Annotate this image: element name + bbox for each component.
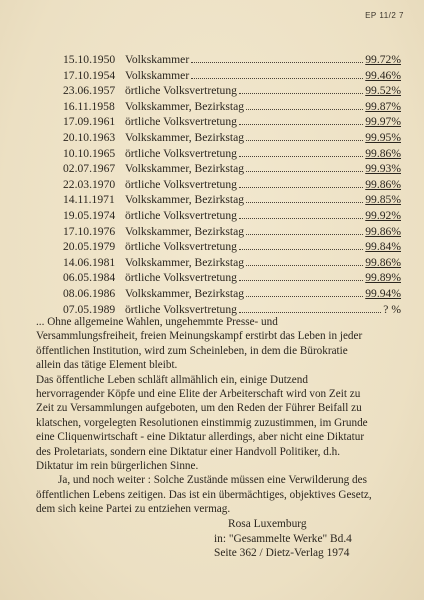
- leader-dots: [191, 62, 363, 63]
- election-row: [63, 68, 401, 84]
- election-date: 22.03.1970: [63, 177, 116, 191]
- election-body-label: Volkskammer, Bezirkstag: [125, 255, 245, 269]
- election-body: [125, 270, 365, 286]
- election-body: [125, 52, 365, 68]
- leader-dots: [239, 312, 381, 313]
- election-percent: 99.94%: [365, 286, 401, 300]
- election-percent: 99.93%: [365, 162, 401, 176]
- election-body-label: örtliche Volksvertretung: [125, 208, 237, 222]
- election-body: [125, 99, 365, 115]
- election-percent: 99.85%: [365, 193, 401, 207]
- election-percent: 99.95%: [365, 130, 401, 144]
- source-reference: in: "Gesammelte Werke" Bd.4: [214, 532, 352, 545]
- election-date: 14.06.1981: [63, 255, 116, 269]
- election-date: 17.10.1976: [63, 224, 116, 238]
- election-row: [63, 99, 401, 115]
- page-code: EP 11/2 7: [365, 11, 404, 20]
- election-row: [63, 83, 401, 99]
- election-percent: 99.89%: [365, 271, 401, 285]
- quote-line: Diktatur im rein bürgerlichen Sinne.: [36, 460, 199, 473]
- election-row: [63, 208, 401, 224]
- election-row: [63, 270, 401, 286]
- election-row: [63, 224, 401, 240]
- leader-dots: [239, 249, 363, 250]
- election-date: 16.11.1958: [63, 99, 115, 113]
- election-percent: 99.86%: [365, 177, 401, 191]
- election-body-label: örtliche Volksvertretung: [125, 146, 237, 160]
- election-percent: 99.86%: [365, 224, 401, 238]
- election-percent: 99.86%: [365, 255, 401, 269]
- election-body-label: Volkskammer, Bezirkstag: [125, 99, 245, 113]
- leader-dots: [239, 156, 363, 157]
- election-row: [63, 146, 401, 162]
- election-percent: 99.72%: [365, 53, 401, 66]
- election-row: [63, 286, 401, 302]
- election-date: 08.06.1986: [63, 286, 116, 300]
- quote-line: Zeit zu Versammlungen aufgeboten, um den Reden der Führer Beifall zu: [36, 402, 362, 415]
- election-body: [125, 83, 365, 99]
- election-date: 17.10.1954: [63, 68, 116, 82]
- election-row: [63, 177, 401, 193]
- leader-dots: [239, 124, 363, 125]
- quote-line: Versammlungsfreiheit, freien Meinungskampf erstirbt das Leben in jeder: [36, 330, 363, 343]
- election-percent: 99.46%: [365, 68, 401, 82]
- quote-line: Das öffentliche Leben schläft allmählich ein, einige Dutzend: [36, 373, 308, 386]
- quote-line: hervorragender Köpfe und eine Elite der Arbeiterschaft wird von Zeit zu: [36, 388, 361, 401]
- election-percent: 99.86%: [365, 146, 401, 160]
- election-row: [63, 192, 401, 208]
- election-body: [125, 286, 365, 302]
- election-body: [125, 114, 365, 130]
- leader-dots: [239, 187, 363, 188]
- election-body: [125, 192, 365, 208]
- leader-dots: [239, 93, 363, 94]
- leader-dots: [246, 202, 363, 203]
- election-body: [125, 161, 365, 177]
- quote-line: allein das tätige Element bleibt.: [36, 359, 178, 372]
- election-body-label: Volkskammer, Bezirkstag: [125, 162, 245, 176]
- election-body-label: örtliche Volksvertretung: [125, 240, 237, 254]
- election-percent: 99.92%: [365, 208, 401, 222]
- election-percent: 99.84%: [365, 240, 401, 254]
- election-percent: ? %: [383, 302, 401, 316]
- election-date: 19.05.1974: [63, 208, 116, 222]
- election-body-label: örtliche Volksvertretung: [125, 84, 237, 98]
- quote-text: [36, 315, 398, 517]
- election-body: [125, 130, 365, 146]
- election-body-label: örtliche Volksvertretung: [125, 115, 237, 129]
- leader-dots: [246, 109, 363, 110]
- election-body: [125, 239, 365, 255]
- leader-dots: [191, 78, 363, 79]
- election-body-label: Volkskammer, Bezirkstag: [125, 286, 245, 300]
- author-name: Rosa Luxemburg: [228, 518, 307, 530]
- election-row: [63, 239, 401, 255]
- election-body-label: Volkskammer: [125, 68, 190, 82]
- quote-line: öffentlichen Lebens zeitigen. Das ist ein übermächtiges, objektives Gesetz,: [36, 488, 372, 501]
- leader-dots: [239, 280, 363, 281]
- election-row: [63, 255, 401, 271]
- election-body-label: Volkskammer, Bezirkstag: [125, 130, 245, 144]
- leader-dots: [246, 140, 363, 141]
- election-date: 20.10.1963: [63, 130, 116, 144]
- election-body: [125, 146, 365, 162]
- quote-line: Ja, und noch weiter : Solche Zustände müssen eine Verwilderung des: [58, 474, 367, 487]
- election-percent: 99.97%: [365, 115, 401, 129]
- election-date: 10.10.1965: [63, 146, 116, 160]
- election-date: 14.11.1971: [63, 193, 115, 207]
- election-date: 07.05.1989: [63, 302, 116, 316]
- leader-dots: [246, 296, 363, 297]
- election-percent: 99.87%: [365, 99, 401, 113]
- election-body: [125, 224, 365, 240]
- quote-line: klatschen, vorgelegten Resolutionen einstimmig zuzustimmen, im Grunde: [36, 416, 368, 429]
- election-body: [125, 177, 365, 193]
- election-body: [125, 208, 365, 224]
- election-body-label: örtliche Volksvertretung: [125, 177, 237, 191]
- election-row: [63, 52, 401, 68]
- quote-line: öffentlichen Institution, wird zum Scheinleben, in dem die Bürokratie: [36, 344, 348, 357]
- quote-line: ... Ohne allgemeine Wahlen, ungehemmte Presse- und: [36, 316, 278, 328]
- election-date: 15.10.1950: [63, 53, 116, 66]
- quote-line: des Proletariats, sondern eine Diktatur einer Handvoll Politiker, d.h.: [36, 445, 341, 458]
- election-row: [63, 161, 401, 177]
- quote-line: eine Cliquenwirtschaft - eine Diktatur allerdings, aber nicht eine Diktatur: [36, 431, 365, 444]
- election-date: 02.07.1967: [63, 162, 116, 176]
- election-body-label: örtliche Volksvertretung: [125, 271, 237, 285]
- quote-line: dem sich keine Partei zu entziehen vermag.: [36, 503, 231, 516]
- election-body-label: Volkskammer: [125, 53, 190, 66]
- election-row: [63, 130, 401, 146]
- election-date: 23.06.1957: [63, 84, 116, 98]
- election-body: [125, 68, 365, 84]
- leader-dots: [239, 218, 363, 219]
- election-row: [63, 114, 401, 130]
- leader-dots: [246, 234, 363, 235]
- election-body-label: örtliche Volksvertretung: [125, 302, 237, 316]
- leader-dots: [246, 265, 363, 266]
- election-body-label: Volkskammer, Bezirkstag: [125, 193, 245, 207]
- election-date: 17.09.1961: [63, 115, 116, 129]
- election-date: 06.05.1984: [63, 271, 116, 285]
- election-percent: 99.52%: [365, 84, 401, 98]
- election-results-list: [63, 52, 401, 317]
- leader-dots: [246, 171, 363, 172]
- signature-block: [214, 517, 352, 561]
- election-date: 20.05.1979: [63, 240, 116, 254]
- election-body-label: Volkskammer, Bezirkstag: [125, 224, 245, 238]
- election-body: [125, 255, 365, 271]
- publisher-reference: Seite 362 / Dietz-Verlag 1974: [214, 547, 350, 560]
